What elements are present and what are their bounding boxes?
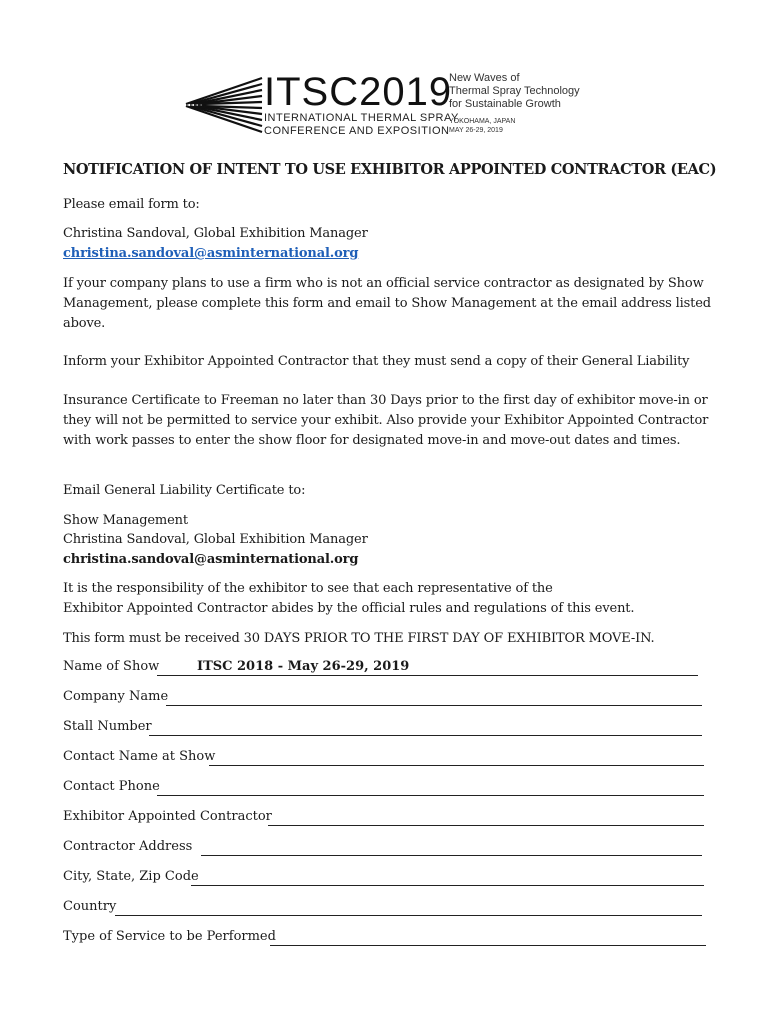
contact-name-label: Contact Name at Show <box>63 749 216 764</box>
service-type-line[interactable] <box>270 945 706 946</box>
eac-line[interactable] <box>268 825 704 826</box>
eac-label: Exhibitor Appointed Contractor <box>63 809 272 824</box>
contact-name-line[interactable] <box>209 765 704 766</box>
service-type-label: Type of Service to be Performed <box>63 929 276 944</box>
company-name-label: Company Name <box>63 689 169 704</box>
country-label: Country <box>63 899 117 914</box>
country-line[interactable] <box>115 915 702 916</box>
contact-email-2: christina.sandoval@asminternational.org <box>63 552 359 567</box>
logo-subtitle-2: CONFERENCE AND EXPOSITION <box>264 125 450 137</box>
insurance-paragraph: Insurance Certificate to Freeman no later than 30 Days prior to the first day of exhibitor move-in or they will not be permitted to service your exhibit. Also provide your Exhibitor Appointed Contractor with work passes to enter the show floor for designated move-in and move-out dates and times. <box>63 393 709 448</box>
contact-name-title-2: Christina Sandoval, Global Exhibition Manager <box>63 532 368 547</box>
logo-subtitle-1: INTERNATIONAL THERMAL SPRAY <box>264 112 459 124</box>
logo-location: YOKOHAMA, JAPAN <box>449 118 516 125</box>
contact-email-link[interactable]: christina.sandoval@asminternational.org <box>63 246 359 261</box>
inform-paragraph: Inform your Exhibitor Appointed Contractor that they must send a copy of their General Liability <box>63 354 690 369</box>
email-cert-text: Email General Liability Certificate to: <box>63 483 306 498</box>
contact-phone-line[interactable] <box>157 795 704 796</box>
city-state-zip-label: City, State, Zip Code <box>63 869 199 884</box>
stall-number-label: Stall Number <box>63 719 152 734</box>
deadline-text: This form must be received 30 DAYS PRIOR TO THE FIRST DAY OF EXHIBITOR MOVE-IN. <box>63 631 655 646</box>
logo-tagline-3: for Sustainable Growth <box>449 98 561 110</box>
company-name-line[interactable] <box>166 705 702 706</box>
responsibility-line-2: Exhibitor Appointed Contractor abides by the official rules and regulations of this event. <box>63 601 635 616</box>
logo-tagline-2: Thermal Spray Technology <box>449 85 580 97</box>
contractor-address-label: Contractor Address <box>63 839 193 854</box>
intro-paragraph: If your company plans to use a firm who is not an official service contractor as designated by Show Management, please complete this form and email to Show Management at the email address listed above. <box>63 276 711 331</box>
contractor-address-line[interactable] <box>201 855 702 856</box>
show-name-value[interactable]: ITSC 2018 - May 26-29, 2019 <box>197 659 410 674</box>
contact-phone-label: Contact Phone <box>63 779 160 794</box>
email-form-to-text: Please email form to: <box>63 197 200 212</box>
logo-dates: MAY 26-29, 2019 <box>449 127 503 134</box>
show-management-label: Show Management <box>63 513 188 528</box>
logo-wordmark: ITSC2019 <box>264 70 453 114</box>
itsc-logo <box>184 70 604 140</box>
contact-name-title: Christina Sandoval, Global Exhibition Manager <box>63 226 368 241</box>
logo-tagline-1: New Waves of <box>449 72 520 84</box>
contact-email-link-wrap <box>63 244 713 264</box>
city-state-zip-line[interactable] <box>191 885 704 886</box>
wave-lines-icon <box>184 74 264 134</box>
stall-number-line[interactable] <box>149 735 702 736</box>
show-name-label: Name of Show <box>63 659 160 674</box>
show-name-line[interactable] <box>157 675 698 676</box>
responsibility-line-1: It is the responsibility of the exhibitor to see that each representative of the <box>63 581 553 596</box>
page-title: NOTIFICATION OF INTENT TO USE EXHIBITOR APPOINTED CONTRACTOR (EAC) <box>63 161 717 178</box>
